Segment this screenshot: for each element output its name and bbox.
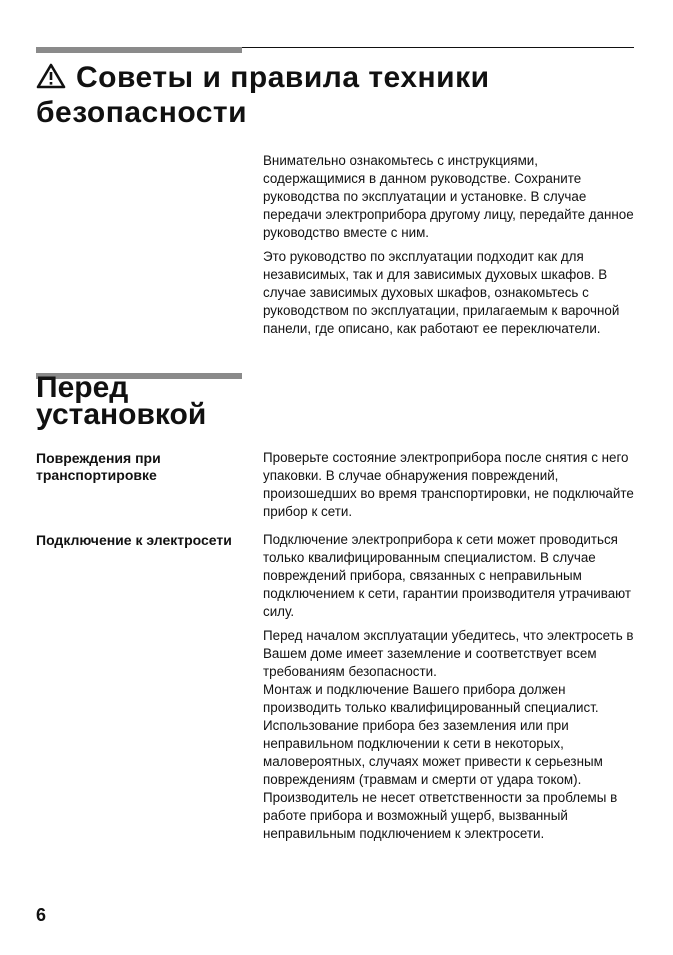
page-number: 6 bbox=[36, 905, 47, 925]
before-install-title-line-2: установкой bbox=[36, 398, 207, 431]
electric-paragraph-2: Перед началом эксплуатации убедитесь, что электросеть в Вашем доме имеет заземление и соответствует всем требованиям безопасности. bbox=[263, 628, 634, 679]
top-rule bbox=[36, 47, 634, 48]
electric-connection-text-block bbox=[263, 531, 635, 843]
section-title-safety bbox=[36, 61, 636, 129]
before-install-title-line-1: Перед bbox=[36, 371, 129, 404]
section-title-before-install bbox=[36, 371, 296, 431]
electric-paragraph-3: Монтаж и подключение Вашего прибора должен производить только квалифицированный специалист. bbox=[263, 682, 599, 715]
warning-triangle-icon bbox=[36, 63, 66, 96]
top-rule-accent bbox=[36, 47, 242, 53]
safety-paragraph-2: Это руководство по эксплуатации подходит как для независимых, так и для зависимых духовых шкафов. В случае зависимых духовых шкафов, ознакомьтесь с руководством по эксплуатации, прилагаемым к варочной панели, где описано, как работают ее переключатели. bbox=[263, 249, 620, 336]
section-title-safety-text: Советы и правила техники безопасности bbox=[36, 61, 490, 129]
safety-paragraph-1: Внимательно ознакомьтесь с инструкциями, содержащимися в данном руководстве. Сохраните руководства по эксплуатации и установке. В случае передачи электроприбора другому лицу, передайте данное руководство вместе с ним. bbox=[263, 153, 634, 240]
electric-paragraph-5: Производитель не несет ответственности за проблемы в работе прибора и возможный ущерб, вызванный неправильным подключением к электросети. bbox=[263, 790, 618, 841]
electric-connection-label: Подключение к электросети bbox=[36, 532, 232, 548]
electric-paragraph-1: Подключение электроприбора к сети может проводиться только квалифицированным специалистом. В случае повреждений прибора, связанных с неправильным подключением к сети, гарантии производителя утрачивают силу. bbox=[263, 532, 632, 619]
transport-damage-paragraph: Проверьте состояние электроприбора после снятия с него упаковки. В случае обнаружения повреждений, произошедших во время транспортировки, не подключайте прибор к сети. bbox=[263, 450, 634, 519]
electric-paragraph-4: Использование прибора без заземления или при неправильном подключении к сети в некоторых, маловероятных, случаях может привести к серьезным повреждениям (травмам и смерти от удара током). bbox=[263, 718, 603, 787]
safety-text-block bbox=[263, 152, 635, 338]
transport-damage-label: Повреждения при транспортировке bbox=[36, 450, 161, 483]
transport-damage-text-block bbox=[263, 449, 635, 521]
